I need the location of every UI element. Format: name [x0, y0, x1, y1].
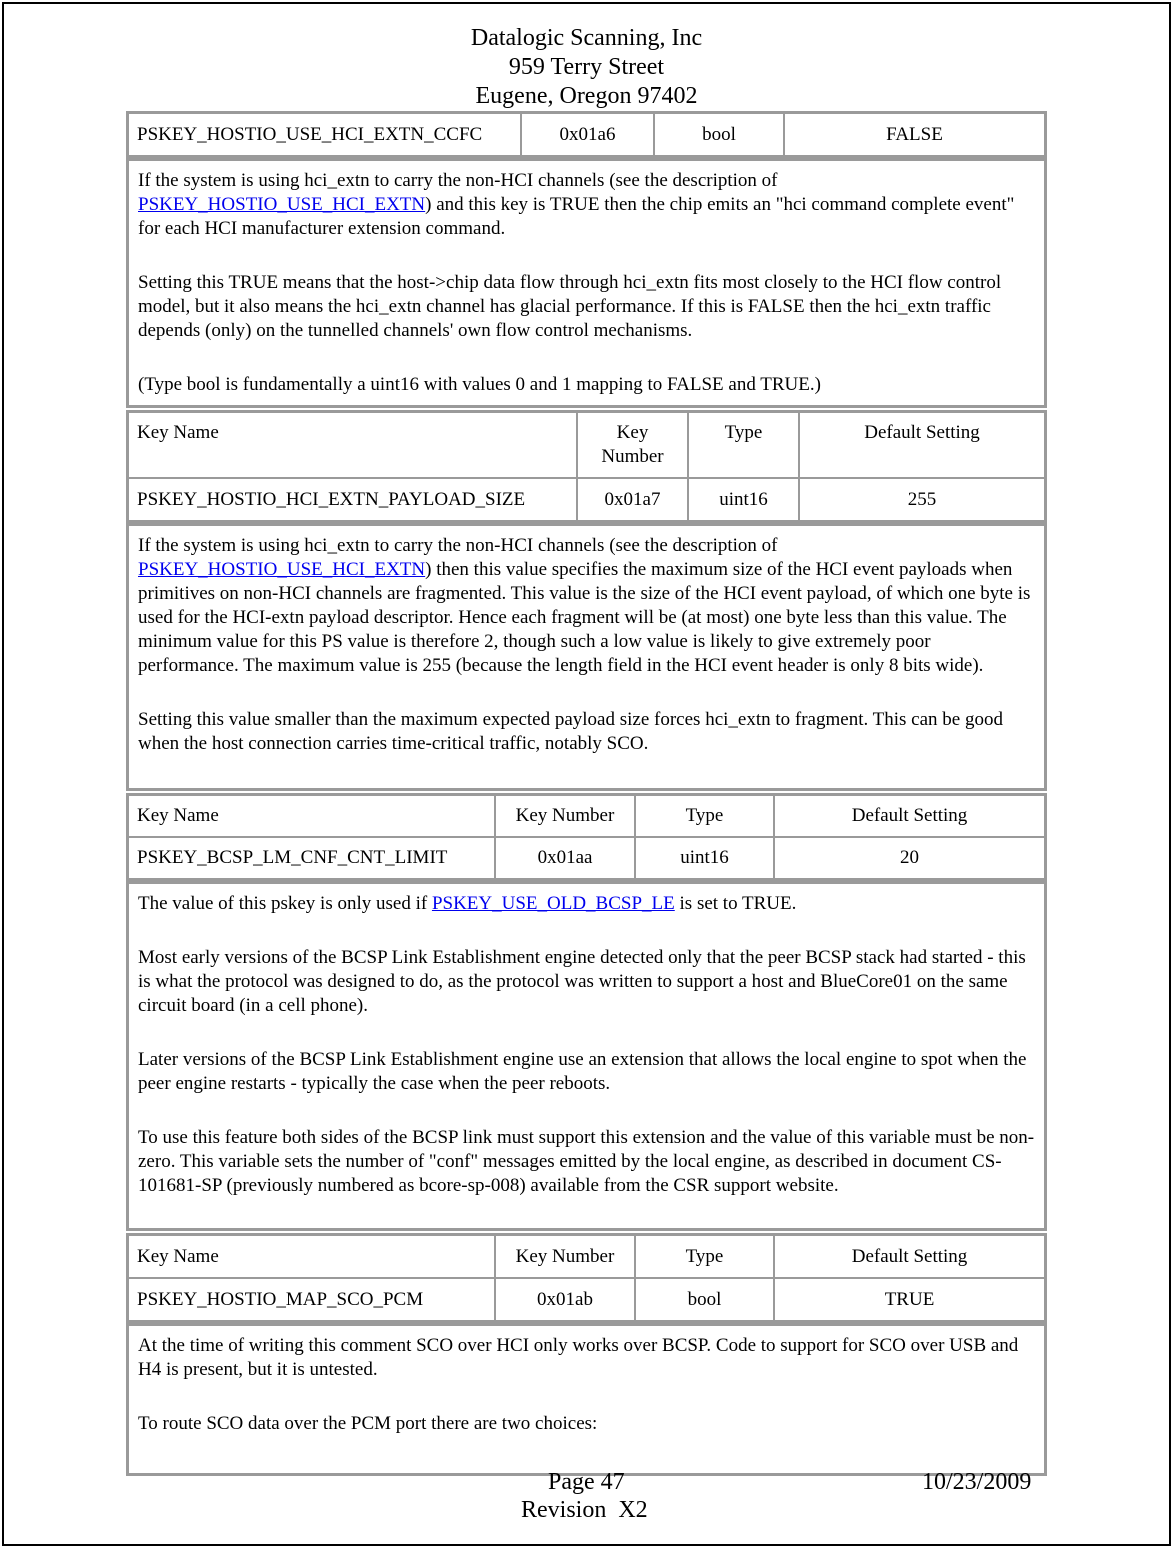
description-paragraph: If the system is using hci_extn to carry the non-HCI channels (see the description of PSKEY_HOSTIO_USE_HCI_EXTN) and this key is TRUE then the chip emits an "hci command complete event" for each HCI manufacturer extension command. — [138, 170, 1015, 239]
header-type: Type — [635, 795, 774, 837]
key-name: PSKEY_HOSTIO_USE_HCI_EXTN_CCFC — [128, 113, 521, 156]
key-name: PSKEY_HOSTIO_MAP_SCO_PCM — [128, 1278, 495, 1321]
header-key-name: Key Name — [128, 412, 577, 478]
header-key-number: Key Number — [495, 1235, 635, 1278]
key-type: uint16 — [635, 837, 774, 879]
description-paragraph: Setting this value smaller than the maximum expected payload size forces hci_extn to fragment. This can be good when the host connection carries time-critical traffic, notably SCO. — [138, 709, 1003, 754]
description-paragraph: At the time of writing this comment SCO over HCI only works over BCSP. Code to support for SCO over USB and H4 is present, but it is untested. — [138, 1335, 1019, 1380]
description-paragraph: To route SCO data over the PCM port there are two choices: — [138, 1413, 598, 1434]
company-name: Datalogic Scanning, Inc — [470, 25, 703, 51]
description-paragraph: The value of this pskey is only used if PSKEY_USE_OLD_BCSP_LE is set to TRUE. — [138, 893, 797, 914]
description-paragraph: Setting this TRUE means that the host->chip data flow through hci_extn fits most closely to the HCI flow control model, but it also means the hci_extn channel has glacial performance. If this is FALSE then the hci_extn traffic depends (only) on the tunnelled channels' own flow control mechanisms. — [138, 272, 1002, 341]
key-table-bcsp-lm-cnf-cnt-limit — [126, 793, 1047, 881]
key-table-hci-extn-ccfc — [126, 111, 1047, 158]
key-name: PSKEY_BCSP_LM_CNF_CNT_LIMIT — [128, 837, 495, 879]
document-body — [126, 111, 1047, 1476]
key-name: PSKEY_HOSTIO_HCI_EXTN_PAYLOAD_SIZE — [128, 478, 577, 521]
header-default: Default Setting — [799, 412, 1045, 478]
description-paragraph: Most early versions of the BCSP Link Establishment engine detected only that the peer BCSP stack had started - this is what the protocol was designed to do, as the protocol was written to support a host and BlueCore01 on the same circuit board (in a cell phone). — [138, 947, 1026, 1016]
header-key-name: Key Name — [128, 1235, 495, 1278]
link-pskey-hostio-use-hci-extn[interactable]: PSKEY_HOSTIO_USE_HCI_EXTN — [138, 559, 426, 580]
description-bcsp-lm-cnf-cnt-limit — [126, 881, 1047, 1231]
page-number: Page 47 — [548, 1469, 625, 1495]
description-paragraph: Later versions of the BCSP Link Establishment engine use an extension that allows the local engine to spot when the peer engine restarts - typically the case when the peer reboots. — [138, 1049, 1027, 1094]
key-type: bool — [654, 113, 784, 156]
key-number: 0x01a7 — [577, 478, 688, 521]
key-default: FALSE — [784, 113, 1045, 156]
header-default: Default Setting — [774, 795, 1045, 837]
header-row — [128, 1235, 1045, 1278]
header-key-number: Key Number — [495, 795, 635, 837]
street-address: 959 Terry Street — [508, 54, 665, 80]
description-hci-extn-payload-size — [126, 523, 1047, 791]
key-number: 0x01aa — [495, 837, 635, 879]
description-paragraph: If the system is using hci_extn to carry the non-HCI channels (see the description of PSKEY_HOSTIO_USE_HCI_EXTN) then this value specifies the maximum size of the HCI event payloads when primitives on non-HCI channels are fragmented. This value is the size of the HCI event payload, of which one byte is used for the HCI-extn payload descriptor. Hence each fragment will be (at most) one byte less than this value. The minimum value for this PS value is therefore 2, though such a low value is likely to give extremely poor performance. The maximum value is 255 (because the length field in the HCI event header is only 8 bits wide). — [138, 535, 1031, 676]
description-hci-extn-ccfc — [126, 158, 1047, 408]
header-default: Default Setting — [774, 1235, 1045, 1278]
page-date: 10/23/2009 — [922, 1469, 1032, 1495]
key-default: TRUE — [774, 1278, 1045, 1321]
key-number: 0x01a6 — [521, 113, 654, 156]
key-table-hostio-map-sco-pcm — [126, 1233, 1047, 1323]
header-key-number: Key Number — [577, 412, 688, 478]
city-state: Eugene, Oregon 97402 — [475, 83, 698, 109]
key-type: uint16 — [688, 478, 799, 521]
key-type: bool — [635, 1278, 774, 1321]
key-row — [128, 478, 1045, 521]
key-row — [128, 837, 1045, 879]
key-default: 20 — [774, 837, 1045, 879]
header-row — [128, 412, 1045, 478]
page-header — [0, 24, 1173, 111]
description-hostio-map-sco-pcm — [126, 1323, 1047, 1476]
key-row — [128, 113, 1045, 156]
header-row — [128, 795, 1045, 837]
link-pskey-hostio-use-hci-extn[interactable]: PSKEY_HOSTIO_USE_HCI_EXTN — [138, 194, 426, 215]
description-paragraph: To use this feature both sides of the BCSP link must support this extension and the value of this variable must be non-zero. This variable sets the number of "conf" messages emitted by the local engine, as described in document CS-101681-SP (previously numbered as bcore-sp-008) available from the CSR support website. — [138, 1127, 1035, 1196]
key-default: 255 — [799, 478, 1045, 521]
key-table-hci-extn-payload-size — [126, 410, 1047, 523]
description-paragraph: (Type bool is fundamentally a uint16 with values 0 and 1 mapping to FALSE and TRUE.) — [138, 374, 821, 395]
key-row — [128, 1278, 1045, 1321]
header-key-name: Key Name — [128, 795, 495, 837]
key-number: 0x01ab — [495, 1278, 635, 1321]
header-type: Type — [635, 1235, 774, 1278]
header-type: Type — [688, 412, 799, 478]
revision: Revision X2 — [521, 1497, 648, 1523]
link-pskey-use-old-bcsp-le[interactable]: PSKEY_USE_OLD_BCSP_LE — [431, 893, 675, 914]
